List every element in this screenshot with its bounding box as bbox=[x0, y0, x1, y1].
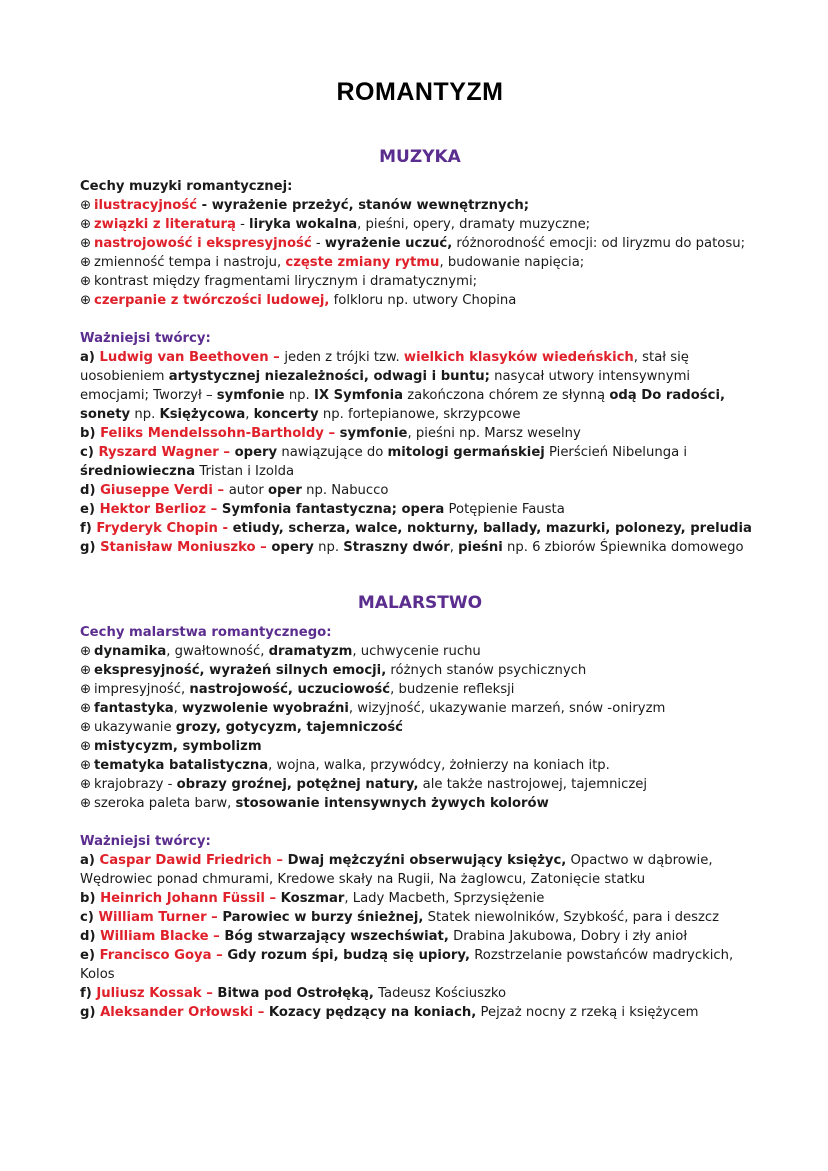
bullet-icon: ⊕ bbox=[80, 777, 92, 792]
text-segment: , wojna, walka, przywódcy, żołnierzy na koniach itp. bbox=[268, 758, 610, 773]
text-segment: np. 6 zbiorów Śpiewnika domowego bbox=[502, 540, 744, 555]
text-segment: Statek niewolników, Szybkość, para i deszcz bbox=[423, 910, 720, 925]
feature-item bbox=[80, 699, 760, 718]
text-segment: impresyjność, bbox=[94, 682, 190, 697]
text-segment: dynamika bbox=[94, 644, 167, 659]
text-segment: różnych stanów psychicznych bbox=[386, 663, 587, 678]
text-segment: czerpanie z twórczości ludowej, bbox=[94, 293, 330, 308]
text-segment: nastrojowość i ekspresyjność bbox=[94, 236, 312, 251]
text-segment: Dwaj mężczyźni obserwujący księżyc, bbox=[287, 853, 567, 868]
malarstwo-features-label: Cechy malarstwa romantycznego: bbox=[80, 625, 332, 640]
text-segment: , bbox=[449, 540, 459, 555]
text-segment: b) bbox=[80, 426, 101, 441]
bullet-icon: ⊕ bbox=[80, 758, 92, 773]
document-page bbox=[80, 78, 760, 1022]
text-segment: krajobrazy - bbox=[94, 777, 177, 792]
text-segment: Drabina Jakubowa, Dobry i zły anioł bbox=[448, 929, 688, 944]
text-segment: Tristan i Izolda bbox=[195, 464, 295, 479]
bullet-icon: ⊕ bbox=[80, 682, 92, 697]
text-segment: Księżycowa bbox=[159, 407, 246, 422]
text-segment: , pieśni np. Marsz weselny bbox=[407, 426, 581, 441]
text-segment: , pieśni, opery, dramaty muzyczne; bbox=[357, 217, 591, 232]
feature-item bbox=[80, 680, 760, 699]
bullet-icon: ⊕ bbox=[80, 217, 92, 232]
bullet-icon: ⊕ bbox=[80, 236, 92, 251]
text-segment: Heinrich Johann Füssil – bbox=[100, 891, 281, 906]
text-segment: różnorodność emocji: od liryzmu do patosu; bbox=[452, 236, 746, 251]
text-segment: a) bbox=[80, 350, 100, 365]
text-segment: tematyka batalistyczna bbox=[94, 758, 269, 773]
creator-item bbox=[80, 946, 760, 984]
text-segment: mistycyzm, symbolizm bbox=[94, 739, 262, 754]
creator-item bbox=[80, 500, 760, 519]
bullet-icon: ⊕ bbox=[80, 255, 92, 270]
text-segment: Aleksander Orłowski – bbox=[100, 1005, 269, 1020]
text-segment: mitologi germańskiej bbox=[387, 445, 545, 460]
creator-item bbox=[80, 424, 760, 443]
text-segment: wyrażenie uczuć, bbox=[324, 236, 453, 251]
text-segment: , bbox=[173, 701, 183, 716]
bullet-icon: ⊕ bbox=[80, 663, 92, 678]
creator-item bbox=[80, 851, 760, 889]
text-segment: , uchwycenie ruchu bbox=[352, 644, 481, 659]
page-title: ROMANTYZM bbox=[336, 78, 504, 106]
text-segment: opery bbox=[271, 540, 314, 555]
text-segment: Stanisław Moniuszko – bbox=[100, 540, 272, 555]
creator-item bbox=[80, 538, 760, 557]
text-segment: , stał się uosobieniem bbox=[80, 350, 689, 384]
text-segment: symfonie bbox=[216, 388, 285, 403]
text-segment: grozy, gotycyzm, tajemniczość bbox=[175, 720, 403, 735]
creator-item bbox=[80, 348, 760, 424]
text-segment: Pierścień Nibelunga i bbox=[544, 445, 688, 460]
text-segment: Symfonia fantastyczna; opera bbox=[221, 502, 445, 517]
text-segment: c) bbox=[80, 445, 99, 460]
text-segment: np. bbox=[284, 388, 314, 403]
text-segment: etiudy, scherza, walce, nokturny, ballady, mazurki, polonezy, preludia bbox=[232, 521, 752, 536]
text-segment: f) bbox=[80, 521, 97, 536]
text-segment: koncerty bbox=[253, 407, 319, 422]
feature-item bbox=[80, 718, 760, 737]
text-segment: William Blacke – bbox=[100, 929, 225, 944]
feature-item bbox=[80, 775, 760, 794]
text-segment: średniowieczna bbox=[80, 464, 196, 479]
text-segment: William Turner – bbox=[98, 910, 223, 925]
text-segment: Ryszard Wagner – bbox=[98, 445, 235, 460]
bullet-icon: ⊕ bbox=[80, 739, 92, 754]
text-segment: ekspresyjność, wyrażeń silnych emocji, bbox=[94, 663, 387, 678]
text-segment: Juliusz Kossak – bbox=[96, 986, 218, 1001]
creator-item bbox=[80, 984, 760, 1003]
section-heading-muzyka: MUZYKA bbox=[379, 147, 461, 167]
text-segment: , budowanie napięcia; bbox=[439, 255, 585, 270]
text-segment: , Lady Macbeth, Sprzysiężenie bbox=[344, 891, 545, 906]
text-segment: f) bbox=[80, 986, 97, 1001]
text-segment: g) bbox=[80, 1005, 101, 1020]
muzyka-features-label: Cechy muzyki romantycznej: bbox=[80, 179, 293, 194]
text-segment: folkloru np. utwory Chopina bbox=[329, 293, 517, 308]
text-segment: np. Nabucco bbox=[301, 483, 389, 498]
feature-item bbox=[80, 642, 760, 661]
text-segment: szeroka paleta barw, bbox=[94, 796, 236, 811]
feature-item bbox=[80, 756, 760, 775]
text-segment: Giuseppe Verdi – bbox=[100, 483, 229, 498]
text-segment: e) bbox=[80, 948, 100, 963]
feature-item bbox=[80, 215, 760, 234]
text-segment: Francisco Goya – bbox=[99, 948, 228, 963]
text-segment: d) bbox=[80, 483, 101, 498]
text-segment: ukazywanie bbox=[94, 720, 176, 735]
text-segment: c) bbox=[80, 910, 99, 925]
text-segment: Rozstrzelanie powstańców madryckich, Kolos bbox=[80, 948, 734, 982]
feature-item bbox=[80, 234, 760, 253]
text-segment: Fryderyk Chopin - bbox=[96, 521, 233, 536]
bullet-icon: ⊕ bbox=[80, 701, 92, 716]
text-segment: Straszny dwór bbox=[343, 540, 450, 555]
malarstwo-creators-list bbox=[80, 851, 760, 1022]
text-segment: Ludwig van Beethoven – bbox=[99, 350, 285, 365]
section-heading-malarstwo: MALARSTWO bbox=[357, 593, 483, 613]
feature-item bbox=[80, 661, 760, 680]
text-segment: - bbox=[235, 217, 250, 232]
bullet-icon: ⊕ bbox=[80, 198, 92, 213]
creator-item bbox=[80, 889, 760, 908]
text-segment: ale także nastrojowej, tajemniczej bbox=[418, 777, 648, 792]
feature-item bbox=[80, 272, 760, 291]
muzyka-creators-label: Ważniejsi twórcy: bbox=[80, 331, 211, 346]
text-segment: nastrojowość, uczuciowość bbox=[189, 682, 391, 697]
text-segment: Gdy rozum śpi, budzą się upiory, bbox=[227, 948, 470, 963]
text-segment: obrazy groźnej, potężnej natury, bbox=[176, 777, 419, 792]
text-segment: a) bbox=[80, 853, 100, 868]
text-segment: wielkich klasyków wiedeńskich bbox=[403, 350, 634, 365]
text-segment: Pejzaż nocny z rzeką i księżycem bbox=[476, 1005, 699, 1020]
feature-item bbox=[80, 253, 760, 272]
text-segment: d) bbox=[80, 929, 101, 944]
text-segment: jeden z trójki tzw. bbox=[284, 350, 404, 365]
text-segment: Potępienie Fausta bbox=[444, 502, 565, 517]
text-segment: Feliks Mendelssohn-Bartholdy – bbox=[100, 426, 340, 441]
text-segment: e) bbox=[80, 502, 100, 517]
text-segment: , bbox=[245, 407, 254, 422]
text-segment: stosowanie intensywnych żywych kolorów bbox=[235, 796, 549, 811]
creator-item bbox=[80, 519, 760, 538]
feature-item bbox=[80, 291, 760, 310]
text-segment: np. fortepianowe, skrzypcowe bbox=[318, 407, 521, 422]
text-segment: liryka wokalna bbox=[249, 217, 358, 232]
text-segment: Caspar Dawid Friedrich – bbox=[99, 853, 288, 868]
bullet-icon: ⊕ bbox=[80, 720, 92, 735]
bullet-icon: ⊕ bbox=[80, 796, 92, 811]
text-segment: autor bbox=[228, 483, 268, 498]
text-segment: , wizyjność, ukazywanie marzeń, snów -oniryzm bbox=[348, 701, 666, 716]
text-segment: oper bbox=[267, 483, 302, 498]
text-segment: kontrast między fragmentami lirycznym i dramatycznymi; bbox=[94, 274, 478, 289]
malarstwo-creators-label: Ważniejsi twórcy: bbox=[80, 834, 211, 849]
text-segment: odą Do radości, sonety bbox=[80, 388, 725, 422]
text-segment: Bóg stwarzający wszechświat, bbox=[224, 929, 449, 944]
text-segment: - wyrażenie przeżyć, stanów wewnętrznych; bbox=[197, 198, 530, 213]
malarstwo-features-list bbox=[80, 642, 760, 813]
creator-item bbox=[80, 927, 760, 946]
text-segment: artystycznej niezależności, odwagi i buntu; bbox=[168, 369, 490, 384]
text-segment: Hektor Berlioz – bbox=[99, 502, 222, 517]
text-segment: związki z literaturą bbox=[94, 217, 236, 232]
text-segment: - bbox=[311, 236, 325, 251]
creator-item bbox=[80, 481, 760, 500]
text-segment: wyzwolenie wyobraźni bbox=[182, 701, 349, 716]
text-segment: zakończona chórem ze słynną bbox=[403, 388, 610, 403]
feature-item bbox=[80, 196, 760, 215]
text-segment: Tadeusz Kościuszko bbox=[373, 986, 507, 1001]
feature-item bbox=[80, 737, 760, 756]
text-segment: zmienność tempa i nastroju, bbox=[94, 255, 286, 270]
text-segment: częste zmiany rytmu bbox=[285, 255, 440, 270]
text-segment: Kozacy pędzący na koniach, bbox=[268, 1005, 477, 1020]
text-segment: Bitwa pod Ostrołęką, bbox=[217, 986, 374, 1001]
creator-item bbox=[80, 1003, 760, 1022]
text-segment: Parowiec w burzy śnieżnej, bbox=[222, 910, 424, 925]
bullet-icon: ⊕ bbox=[80, 293, 92, 308]
creator-item bbox=[80, 443, 760, 481]
text-segment: IX Symfonia bbox=[313, 388, 404, 403]
feature-item bbox=[80, 794, 760, 813]
text-segment: opery bbox=[234, 445, 278, 460]
text-segment: dramatyzm bbox=[268, 644, 353, 659]
text-segment: g) bbox=[80, 540, 101, 555]
text-segment: symfonie bbox=[339, 426, 408, 441]
text-segment: np. bbox=[313, 540, 344, 555]
text-segment: nawiązujące do bbox=[277, 445, 388, 460]
text-segment: ilustracyjność bbox=[94, 198, 198, 213]
text-segment: Opactwo w dąbrowie, Wędrowiec ponad chmurami, Kredowe skały na Rugii, Na żaglowcu, Zatonięcie statku bbox=[80, 853, 713, 887]
text-segment: nasycał utwory intensywnymi emocjami; Tworzył – bbox=[80, 369, 691, 403]
text-segment: fantastyka bbox=[94, 701, 174, 716]
bullet-icon: ⊕ bbox=[80, 644, 92, 659]
text-segment: , gwałtowność, bbox=[166, 644, 269, 659]
text-segment: , budzenie refleksji bbox=[390, 682, 515, 697]
muzyka-creators-list bbox=[80, 348, 760, 557]
muzyka-features-list bbox=[80, 196, 760, 310]
text-segment: pieśni bbox=[458, 540, 503, 555]
text-segment: b) bbox=[80, 891, 101, 906]
bullet-icon: ⊕ bbox=[80, 274, 92, 289]
text-segment: np. bbox=[130, 407, 160, 422]
creator-item bbox=[80, 908, 760, 927]
text-segment: Koszmar bbox=[280, 891, 345, 906]
